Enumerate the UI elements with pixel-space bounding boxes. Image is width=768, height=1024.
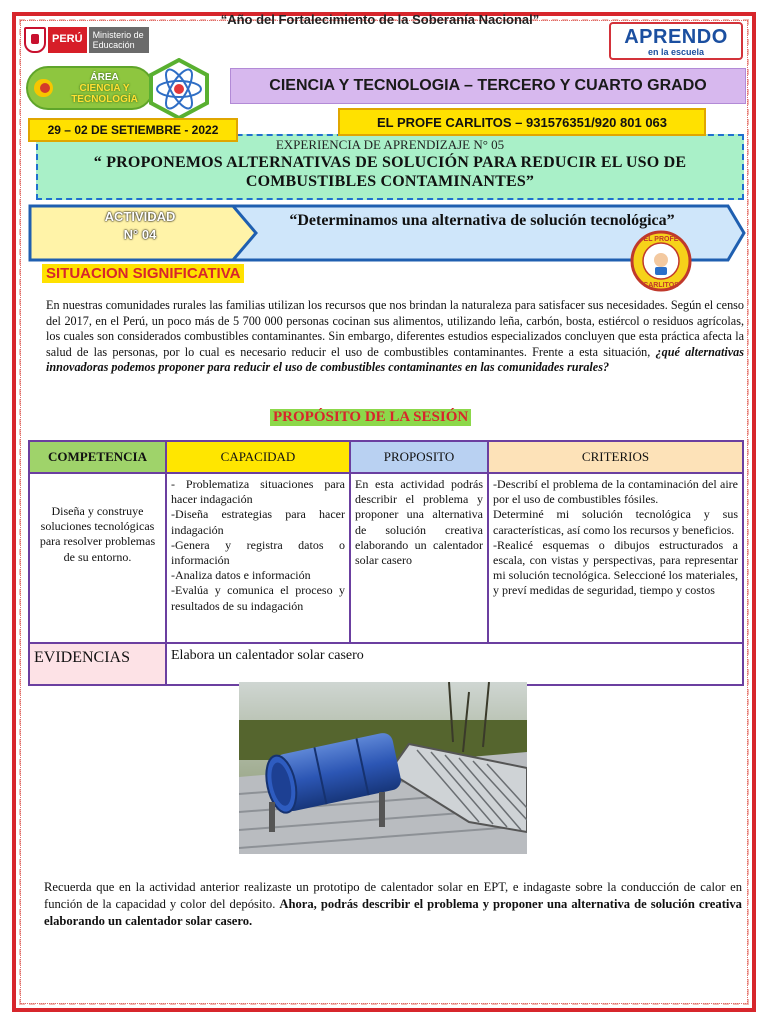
date-box: 29 – 02 DE SETIEMBRE - 2022 xyxy=(28,118,238,142)
cell-criterios xyxy=(488,473,743,643)
capacidad-item: -Evalúa y comunica el proceso y resultados de su indagación xyxy=(171,583,345,613)
profe-carlitos-logo xyxy=(630,230,692,292)
recuerda-text: Recuerda que en la actividad anterior realizaste un prototipo de calentador solar en EPT, e indagaste sobre la conducción de calor en función de la capacidad y color del depósito. xyxy=(44,880,742,911)
proposito-title: PROPÓSITO DE LA SESIÓN xyxy=(270,409,471,426)
activity-label-1: ACTIVIDAD xyxy=(104,209,176,224)
criterio-item: Determiné mi solución tecnológica y sus características, así como los recursos y beneficios. xyxy=(493,507,738,537)
capacidad-item: -Genera y registra datos o información xyxy=(171,537,345,568)
cell-proposito: En esta actividad podrás describir el problema y proponer una alternativa de solución creativa elaborando un calentador solar casero xyxy=(350,473,488,643)
area-badge xyxy=(26,66,154,110)
recuerda-bold: Ahora, podrás describir el problema y proponer una alternativa de solución creativa elaborando un calentador solar casero. xyxy=(44,897,742,928)
header-capacidad: CAPACIDAD xyxy=(166,441,350,473)
aprendo-logo xyxy=(609,22,743,60)
table-row xyxy=(29,473,743,643)
atom-icon xyxy=(146,58,212,120)
cell-competencia: Diseña y construye soluciones tecnológicas para resolver problemas de su entorno. xyxy=(29,473,166,643)
experience-box xyxy=(36,134,744,200)
solar-heater-photo xyxy=(239,682,527,854)
minedu-label: Ministerio de Educación xyxy=(89,27,149,53)
area-icon xyxy=(34,79,53,97)
area-small-label: ÁREA xyxy=(90,71,119,83)
course-title: CIENCIA Y TECNOLOGIA – TERCERO Y CUARTO GRADO xyxy=(230,68,746,104)
evidencias-text: Elabora un calentador solar casero xyxy=(166,643,743,685)
capacidad-item: - Problematiza situaciones para hacer indagación xyxy=(171,477,345,507)
header-proposito: PROPOSITO xyxy=(350,441,488,473)
situacion-question: ¿qué alternativas innovadoras podemos proponer para reducir el uso de combustibles contaminantes en las comunidades rurales? xyxy=(46,344,744,374)
author-box: EL PROFE CARLITOS – 931576351/920 801 063 xyxy=(338,108,706,136)
criterio-item: -Realicé esquemas o dibujos estructurados a escala, con vistas y perspectivas, para representar mi solución tecnológica. Seleccioné los materiales, y preví medidas de seguridad, tiempo y costos xyxy=(493,537,738,598)
logo-text-bottom: CARLITOS xyxy=(643,282,679,289)
activity-label xyxy=(40,208,240,244)
activity-title: “Determinamos una alternativa de solución tecnológica” xyxy=(289,212,675,229)
situacion-text: En nuestras comunidades rurales las familias utilizan los recursos que nos brindan la naturaleza para satisfacer sus necesidades. Según el censo del 2017, en el Perú, un poco más de 5 700 000 personas cocinan sus alimentos, utilizando leña, carbón, bosta, estiércol o residuos agrícolas, los cuales son considerados combustibles contaminantes. Sin embargo, diferentes estudios especializados concluyen que esta práctica afecta la salud de las personas, por lo cual es necesario reducir el uso de combustibles contaminantes. Frente a esta situación, xyxy=(46,298,744,359)
activity-label-2: N° 04 xyxy=(123,227,157,242)
peru-shield-icon xyxy=(24,27,46,53)
area-text xyxy=(57,72,152,105)
logo-text-top: EL PROFE xyxy=(643,236,679,243)
evidencias-label: EVIDENCIAS xyxy=(29,643,166,685)
year-title: “Año del Fortalecimiento de la Soberanía Nacional” xyxy=(220,12,540,27)
minedu-peru: PERÚ xyxy=(48,27,87,53)
experience-label: EXPERIENCIA DE APRENDIZAJE N° 05 xyxy=(275,137,505,152)
minedu-logo xyxy=(24,26,150,54)
header-criterios: CRITERIOS xyxy=(488,441,743,473)
table-header-row xyxy=(29,441,743,473)
situacion-body xyxy=(46,298,744,376)
capacidad-item: -Analiza datos e información xyxy=(171,568,311,583)
capacidad-item: -Diseña estrategias para hacer indagación xyxy=(171,507,345,537)
cell-capacidad xyxy=(166,473,350,643)
evidencias-row xyxy=(29,643,743,685)
experience-title: “ PROPONEMOS ALTERNATIVAS DE SOLUCIÓN PARA REDUCIR EL USO DE COMBUSTIBLES CONTAMINANTES” xyxy=(93,154,687,190)
criterio-item: -Describí el problema de la contaminación del aire por el uso de combustibles fósiles. xyxy=(493,477,738,507)
aprendo-title: APRENDO xyxy=(624,26,728,48)
situacion-title: SITUACION SIGNIFICATIVA xyxy=(42,264,244,283)
header-competencia: COMPETENCIA xyxy=(29,441,166,473)
area-name: CIENCIA Y TECNOLOGÍA xyxy=(71,82,138,105)
proposito-table xyxy=(28,440,744,686)
recuerda-paragraph xyxy=(44,879,742,930)
aprendo-subtitle: en la escuela xyxy=(647,47,705,57)
